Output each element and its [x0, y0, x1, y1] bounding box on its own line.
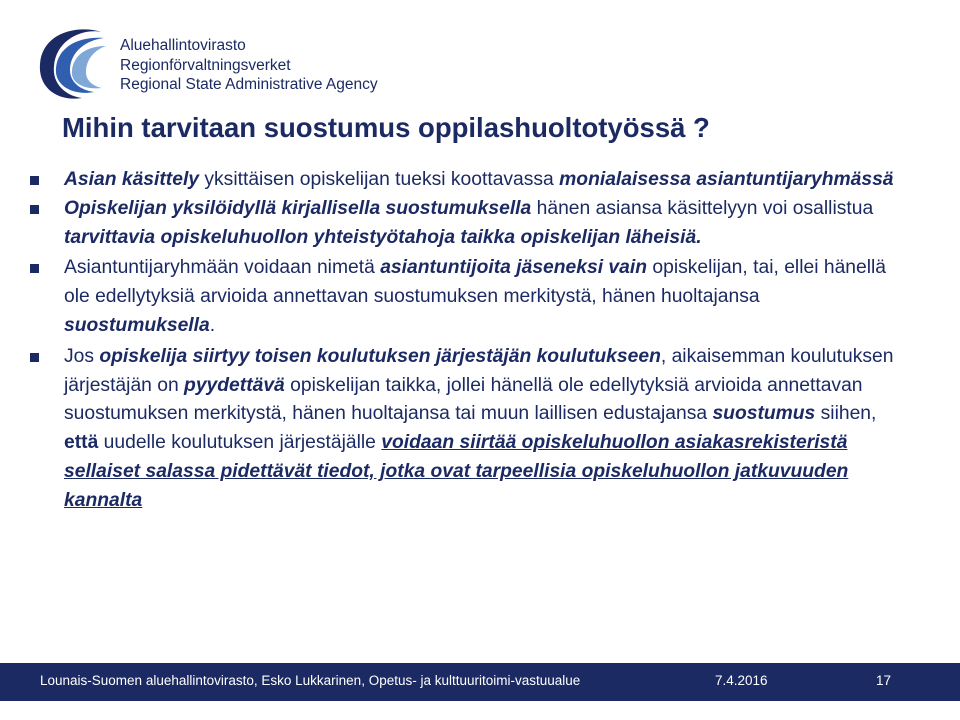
footer-date: 7.4.2016 — [715, 673, 768, 688]
bullet-text: suostumuksella — [64, 314, 210, 336]
bullet-text: Jos — [64, 345, 100, 367]
bullet-text: opiskelija siirtyy toisen koulutuksen järjestäjän koulutukseen — [99, 345, 661, 367]
bullet-text: uudelle koulutuksen järjestäjälle — [98, 432, 382, 454]
square-bullet-icon — [30, 205, 39, 214]
avi-logo-icon — [30, 22, 120, 104]
square-bullet-icon — [30, 264, 39, 273]
bullet-text: Asian käsittely — [64, 169, 200, 190]
bullet-text: asiantuntijoita jäseneksi vain — [380, 257, 648, 279]
slide-title: Mihin tarvitaan suostumus oppilashuoltotyössä ? — [62, 112, 710, 143]
bullet-text: tarvittavia opiskeluhuollon yhteistyötahoja taikka opiskelijan läheisiä. — [64, 226, 702, 248]
bullet-text: suostumus — [712, 403, 816, 425]
page-number: 17 — [876, 673, 892, 688]
bullet-text: , aikaisemman koulutuksen järjestäjän on — [64, 345, 894, 396]
bullet-text: monialaisessa asiantuntijaryhmässä — [559, 169, 894, 190]
bullet-text: hänen asiansa käsittelyyn voi osallistua — [531, 197, 874, 219]
bullet-text: että — [64, 432, 99, 454]
org-name-english: Regional State Administrative Agency — [120, 76, 378, 93]
square-bullet-icon — [30, 353, 39, 362]
bullet-list — [26, 166, 906, 516]
bullet-item — [26, 195, 906, 253]
bullet-item — [26, 254, 906, 340]
bullet-text: pyydettävä — [184, 374, 285, 396]
bullet-text: Opiskelijan yksilöidyllä kirjallisella suostumuksella — [64, 197, 532, 219]
bullet-text: opiskelijan, tai, ellei hänellä ole edellytyksiä arvioida annettavan suostumuksen merkitystä, hänen huoltajansa — [64, 257, 887, 308]
footer-text: Lounais-Suomen aluehallintovirasto, Esko Lukkarinen, Opetus- ja kulttuuritoimi-vastuualue — [40, 673, 581, 688]
bullet-item — [26, 166, 906, 195]
org-name-finnish: Aluehallintovirasto — [120, 37, 246, 54]
bullet-text: yksittäisen opiskelijan tueksi koottavassa — [199, 169, 560, 190]
bullet-text: siihen, — [815, 403, 877, 425]
footer-bar — [0, 663, 960, 701]
bullet-item — [26, 343, 906, 516]
square-bullet-icon — [30, 176, 39, 185]
bullet-text: Asiantuntijaryhmään voidaan nimetä — [64, 257, 381, 279]
bullet-text: voidaan siirtää opiskeluhuollon asiakasrekisteristä sellaiset salassa pidettävät tiedot, jotka ovat tarpeellisia opiskeluhuollon jatkuvuuden kannalta — [64, 432, 849, 511]
bullet-text: . — [209, 314, 216, 336]
organization-name — [120, 36, 378, 95]
org-name-swedish: Regionförvaltningsverket — [120, 56, 291, 74]
bullet-text: opiskelijan taikka, jollei hänellä ole edellytyksiä arvioida annettavan suostumuksen merkitystä, hänen huoltajansa tai muun laillisen edustajansa — [64, 374, 863, 425]
